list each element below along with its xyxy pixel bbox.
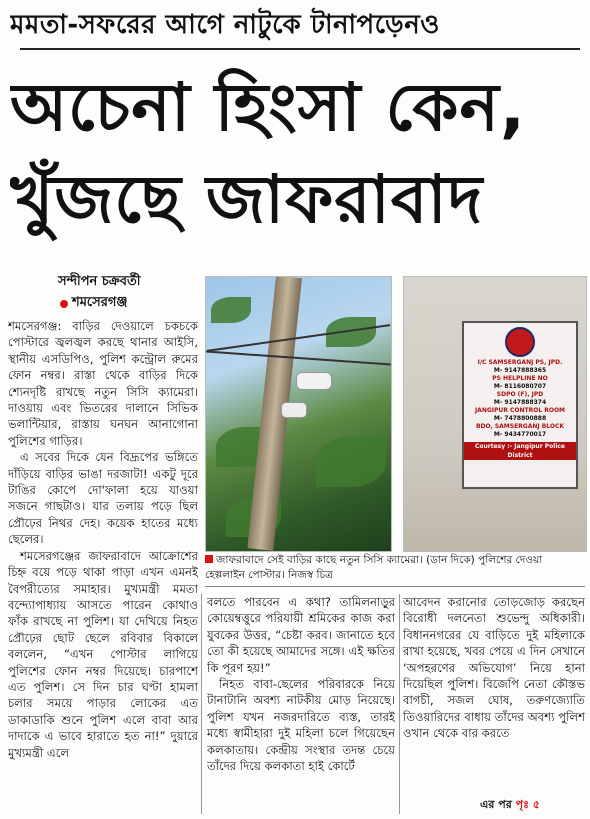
wire — [206, 351, 391, 366]
kicker: মমতা-সফরের আগে নাটুকে টানাপড়েনও — [10, 10, 440, 40]
foliage — [316, 437, 386, 487]
photo-cctv-camera — [205, 276, 392, 552]
cctv-camera-icon — [281, 402, 307, 418]
continuation-link[interactable] — [480, 796, 540, 815]
helpline-poster — [462, 321, 578, 489]
caption-text: জাফরাবাদে সেই বাড়ির কাছে নতুন সিসি ক্যামেরা। (ডান দিকে) পুলিশের দেওয়া হেল্পলাইন পোস্টার। নিজস্ব চিত্র — [205, 554, 543, 581]
cctv-camera-icon — [296, 372, 332, 390]
poster-footer: Courtesy :- Jangipur Police District — [464, 442, 576, 460]
poster-label: PS HELPLINE NO — [492, 375, 548, 382]
photo-police-poster — [403, 276, 587, 552]
paragraph: নিহত বাবা-ছেলের পরিবারকে নিয়ে টানাটানি অবশ্য নাটকীয় মোড় নিয়েছে। পুলিশ যখন নজরদারিতে ব্যস্ত, তারই মধ্যে স্বামীহারা দুই মহিলা চলে গিয়েছেন কলকাতায়। কেন্দ্রীয় সংস্থার তদন্ত চেয়ে তাঁদের দিয়ে কলকাতা হাই কোর্টে — [207, 677, 395, 774]
poster-label: JANGIPUR CONTROL ROOM — [474, 407, 566, 414]
byline: সন্দীপন চক্রবর্তী — [58, 274, 141, 289]
continuation-page: পৃঃ ৫ — [515, 798, 540, 811]
poster-label: I/C SAMSERGANJ PS, JPD. — [477, 359, 563, 366]
poster-number: M- 9434770017 — [493, 431, 547, 438]
paragraph: এ সবের দিকে যেন বিদ্রূপের ভঙ্গিতে দাঁড়িয়ে বাড়ির ভাঙা দরজাটা! একটু দূরে টাঙির কোপে দো'ফালা হয়ে যাওয়া সজনে গাছটাও। যার তলায় পড়ে ছিল প্রৌঢ়ের নিথর দেহ। কয়েক হাতের মধ্যে ছেলের। — [8, 450, 198, 547]
column-divider — [399, 594, 400, 814]
paragraph: বলতে পারবেন এ কথা? তামিলনাড়ুর কোয়েম্বত্তুরে পরিযায়ী শ্রমিকের কাজ করা যুবকের উত্তর, “চেষ্টা করব। জানাতে হবে তো কী হয়েছে আমাদের সঙ্গে। এই ক্ষতির কি পূরণ হয়!” — [207, 595, 395, 675]
headline-line-1: অচেনা হিংসা কেন, — [10, 69, 526, 146]
kicker-rule — [20, 48, 580, 50]
poster-number: M- 9147888365 — [493, 367, 547, 374]
photo-caption — [205, 553, 585, 583]
poster-number: M- 8116080707 — [493, 383, 547, 390]
dateline-place: শমসেরগঞ্জ — [72, 295, 128, 310]
police-logo-icon — [505, 327, 535, 357]
article-column-1 — [8, 318, 198, 808]
paragraph: আবেদন করানোর তোড়জোড় করছেন বিরোধী দলনেতা শুভেন্দু অধিকারী। বিধাননগরের যে বাড়িতে দুই মহিলাকে রাখা হয়েছে, খবর পেয়ে এ দিন সেখানে ‘অপহরণের অভিযোগ’ নিয়ে হানা দিয়েছিল পুলিশ। বিজেপি নেতা কৌস্তভ বাগচী, সজল ঘোষ, তরুণজ্যোতি তিওয়ারিদের বাধায় তাঁদের অবশ্য পুলিশ ওখান থেকে বার করতে — [403, 595, 585, 741]
paragraph: শমসেরগঞ্জের জাফরাবাদে আক্রোশের চিহ্ন বয়ে পড়ে থাকা পাড়া এখন এমনই বৈপরীত্যের সমাহার। মুখ্যমন্ত্রী মমতা বন্দ্যোপাধ্যায় আসতে পারেন কোথাও ফাঁক রাখছে না পুলিশ। যা দেখিয়ে নিহত প্রৌঢ়ের ছোট ছেলে রবিবার বিকালে বললেন, “এখন পোস্টার লাগিয়ে পুলিশের ফোন নম্বর দিয়েছে। চারপাশে এত পুলিশ। সে দিন চার ঘণ্টা হামলা চলার সময়ে পাড়ার লোকের এত ডাকাডাকি শুনে পুলিশ এলে বাবা আর দাদাকে এ ভাবে হারাতে হত না!” দুয়ারে মুখ্যমন্ত্রী এলে — [8, 548, 198, 760]
headline-line-2: খুঁজছে জাফরাবাদ — [10, 161, 484, 238]
continuation-label: এর পর — [480, 798, 512, 811]
bullet-dot-icon — [60, 300, 68, 308]
poster-label: SDPO (F), JPD — [496, 391, 544, 398]
caption-square-icon — [205, 555, 213, 563]
paragraph: শমসেরগঞ্জ: বাড়ির দেওয়ালে চকচকে পোস্টারে জ্বলজ্বল করছে থানার আইসি, স্থানীয় এসডিপিও, পুলিশ কন্ট্রোল রুমের ফোন নম্বর। রাস্তা থেকে বাড়ির দিকে শ্যেনদৃষ্টি রাখছে নতুন সিসি ক্যামেরা। দাওয়ায় এবং ভিতরের দালানে সিভিক ভলান্টিয়ার, রাস্তায় ঘনঘন আনাগোনা পুলিশের গাড়ির। — [8, 319, 198, 448]
poster-label: BDO, SAMSERGANJ BLOCK — [475, 423, 565, 430]
article-column-2 — [207, 594, 395, 814]
poster-number: M- 9147888374 — [493, 399, 547, 406]
dateline — [60, 293, 128, 314]
foliage — [211, 297, 251, 323]
column-divider — [201, 594, 202, 814]
poster-number: M- 7478800888 — [493, 415, 547, 422]
caption-rule — [205, 586, 585, 587]
article-column-3 — [403, 594, 585, 794]
